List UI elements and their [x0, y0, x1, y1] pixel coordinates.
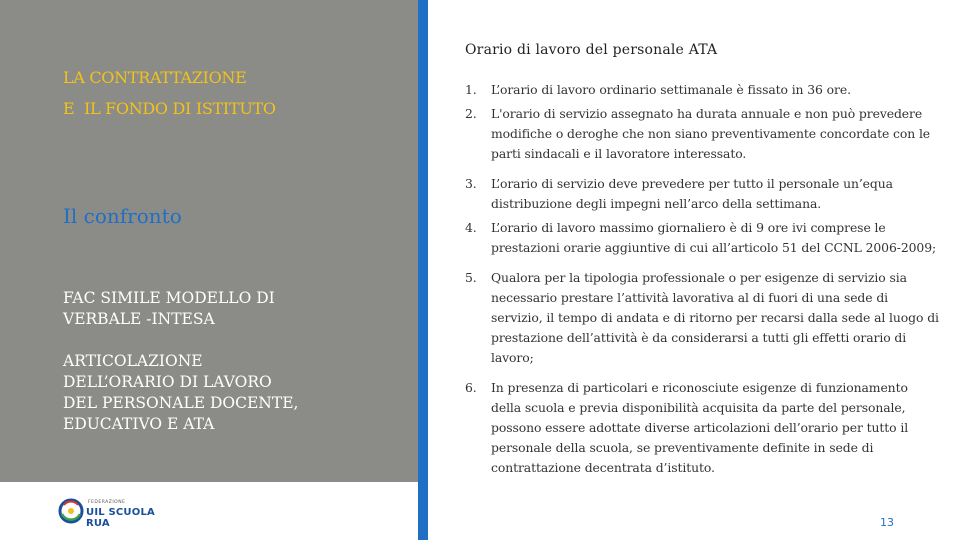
logo-name: UIL SCUOLA RUA: [86, 507, 155, 529]
list-item-number: 6.: [465, 380, 477, 395]
list-item: [465, 378, 940, 478]
divider-stripe: [418, 0, 428, 540]
uil-logo-icon: [58, 498, 84, 524]
uil-scuola-logo: [58, 498, 168, 529]
list-item-text: L'orario di servizio assegnato ha durata annuale e non può prevedere modifiche o deroghe che non siano preventivamente concordate con le parti sindacali e il lavoratore interessato.: [491, 106, 931, 161]
kicker-line-1: LA CONTRATTAZIONE: [63, 68, 247, 87]
list-item: [465, 268, 940, 368]
list-item: [465, 174, 940, 214]
section-title: Il confronto: [63, 204, 182, 228]
list-item-number: 3.: [465, 176, 477, 191]
logo-small-text: FEDERAZIONE: [88, 500, 126, 505]
page-number: 13: [880, 516, 894, 529]
list-item-number: 2.: [465, 106, 477, 121]
list-item: [465, 218, 940, 258]
list-item: [465, 104, 940, 164]
slide-kicker: [63, 62, 276, 124]
list-item-text: In presenza di particolari e riconosciute esigenze di funzionamento della scuola e previa disponibilità acquisita da parte del personale, possono essere adottate diverse articolazioni dell’orario per tutto il personale della scuola, se preventivamente definite in sede di contrattazione decentrata d’istituto.: [491, 380, 909, 475]
list-item-text: L’orario di lavoro ordinario settimanale è fissato in 36 ore.: [491, 82, 851, 97]
left-subtitle-2: ARTICOLAZIONE DELL’ORARIO DI LAVORO DEL PERSONALE DOCENTE, EDUCATIVO E ATA: [63, 352, 299, 433]
kicker-line-2: E IL FONDO DI ISTITUTO: [63, 99, 276, 118]
divider-bar: [418, 0, 436, 540]
left-subtitle-1: FAC SIMILE MODELLO DI VERBALE -INTESA: [63, 289, 275, 328]
list-item-text: L’orario di lavoro massimo giornaliero è di 9 ore ivi comprese le prestazioni orarie aggiuntive di cui all’articolo 51 del CCNL 2006-2009;: [491, 220, 937, 255]
list-item-text: L’orario di servizio deve prevedere per tutto il personale un’equa distribuzione degli impegni nell’arco della settimana.: [491, 176, 893, 211]
content-heading: Orario di lavoro del personale ATA: [465, 42, 718, 58]
list-item-number: 4.: [465, 220, 477, 235]
list-item: [465, 80, 940, 100]
list-item-text: Qualora per la tipologia professionale o per esigenze di servizio sia necessario prestare l’attività lavorativa al di fuori di una sede di servizio, il tempo di andata e di ritorno per recarsi dalla sede al luogo di prestazione dell’attività è da considerarsi a tutti gli effetti orario di lavoro;: [491, 270, 939, 365]
list-item-number: 1.: [465, 82, 477, 97]
list-item-number: 5.: [465, 270, 477, 285]
numbered-list: [465, 80, 940, 478]
